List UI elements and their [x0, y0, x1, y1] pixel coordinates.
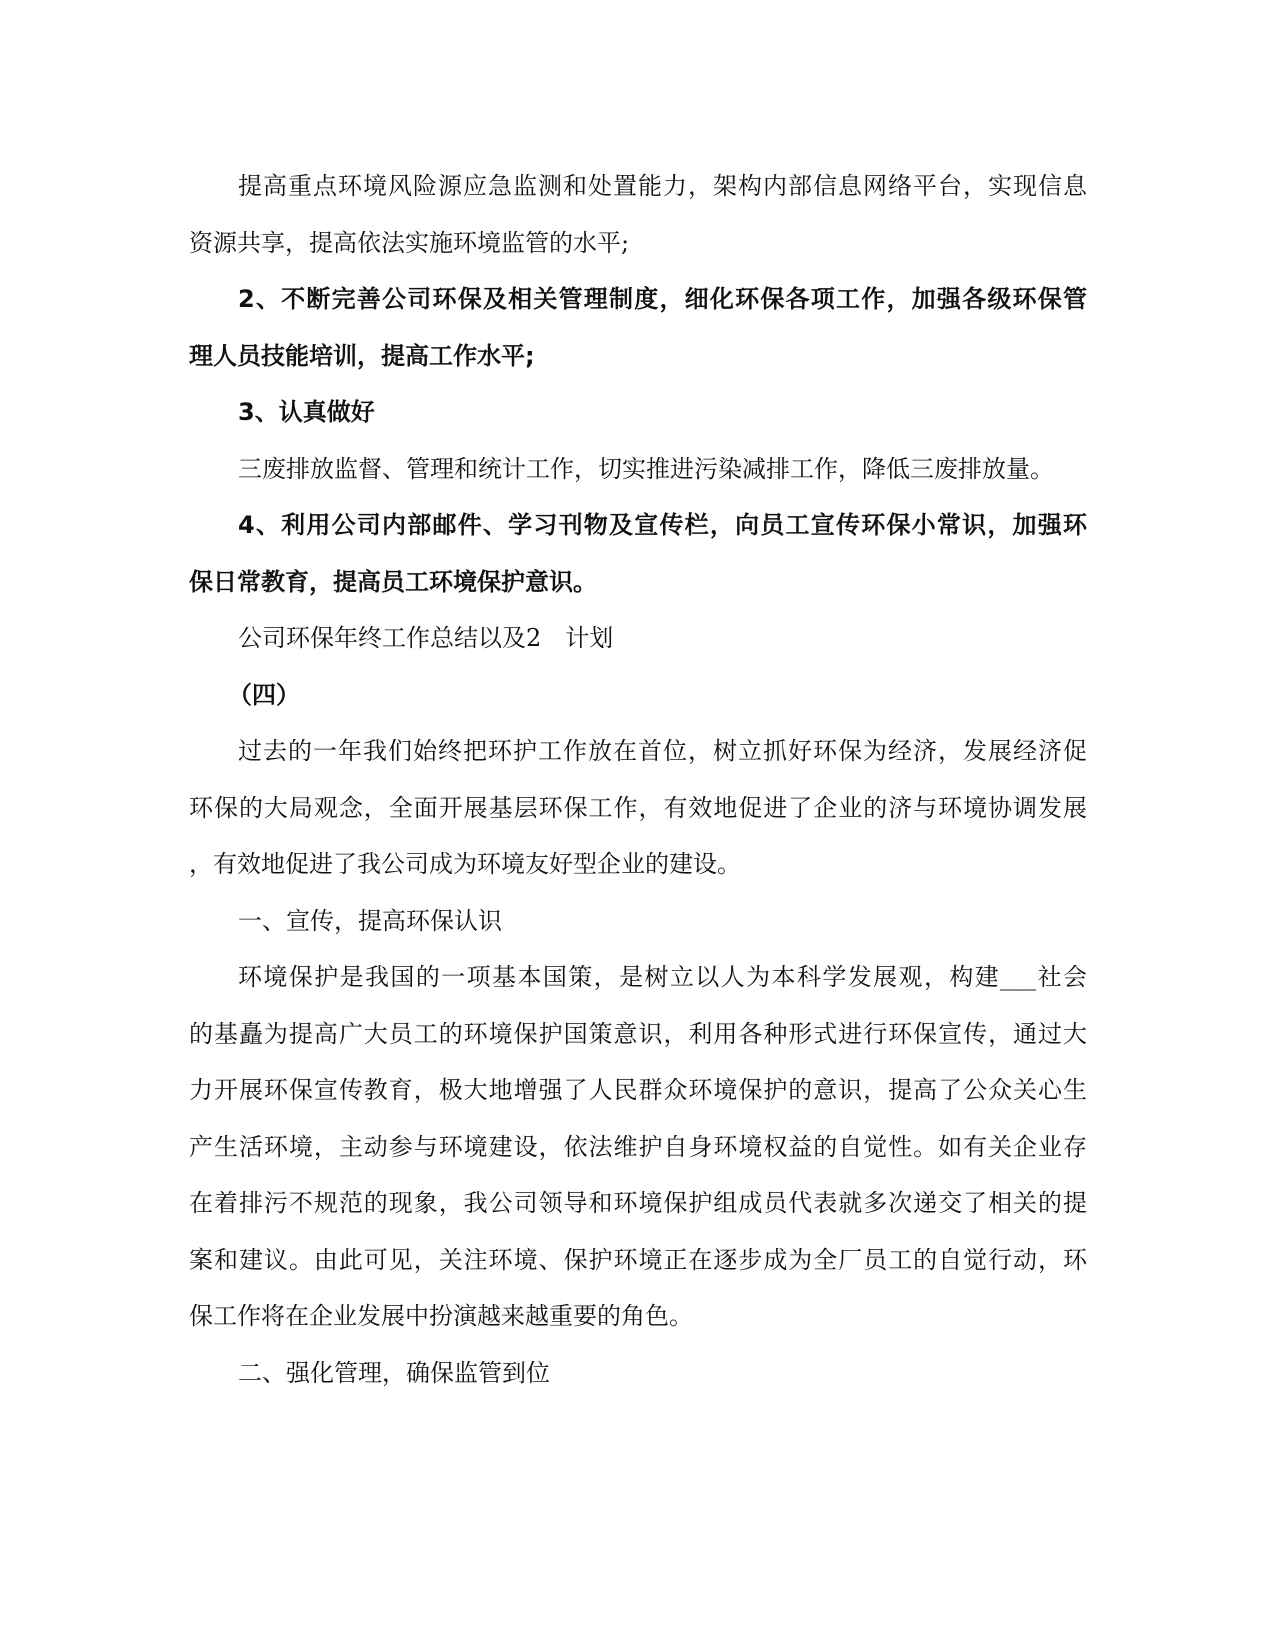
body-line: 案和建议。由此可见，关注环境、保护环境正在逐步成为全厂员工的自觉行动，环	[189, 1246, 1087, 1274]
section-heading-1: 一、宣传，提高环保认识	[238, 907, 502, 935]
section-number: （四）	[228, 681, 300, 709]
list-item-3-body: 三废排放监督、管理和统计工作，切实推进污染减排工作，降低三废排放量。	[238, 455, 1054, 483]
body-line: 在着排污不规范的现象，我公司领导和环境保护组成员代表就多次递交了相关的提	[189, 1189, 1087, 1217]
body-line: 环境保护是我国的一项基本国策，是树立以人为本科学发展观，构建___社会	[238, 963, 1087, 991]
list-item-3-heading: 3、认真做好	[238, 398, 375, 426]
section-heading-2: 二、强化管理，确保监管到位	[238, 1359, 550, 1387]
list-item-4-line: 保日常教育，提高员工环境保护意识。	[189, 568, 597, 596]
list-item-2-line: 理人员技能培训，提高工作水平;	[189, 342, 535, 370]
intro-line: ，有效地促进了我公司成为环境友好型企业的建设。	[189, 850, 741, 878]
body-line: 保工作将在企业发展中扮演越来越重要的角色。	[189, 1302, 693, 1330]
paragraph-line: 资源共享，提高依法实施环境监管的水平;	[189, 229, 630, 257]
paragraph-line: 提高重点环境风险源应急监测和处置能力，架构内部信息网络平台，实现信息	[238, 172, 1087, 200]
body-line: 力开展环保宣传教育，极大地增强了人民群众环境保护的意识，提高了公众关心生	[189, 1076, 1087, 1104]
body-line: 产生活环境，主动参与环境建设，依法维护自身环境权益的自觉性。如有关企业存	[189, 1133, 1087, 1161]
body-line: 的基矗为提高广大员工的环境保护国策意识，利用各种形式进行环保宣传，通过大	[189, 1020, 1087, 1048]
list-item-2-line: 2、不断完善公司环保及相关管理制度，细化环保各项工作，加强各级环保管	[238, 285, 1087, 313]
intro-line: 过去的一年我们始终把环护工作放在首位，树立抓好环保为经济，发展经济促	[238, 737, 1087, 765]
list-item-4-line: 4、利用公司内部邮件、学习刊物及宣传栏，向员工宣传环保小常识，加强环	[238, 511, 1087, 539]
intro-line: 环保的大局观念，全面开展基层环保工作，有效地促进了企业的济与环境协调发展	[189, 794, 1087, 822]
section-title: 公司环保年终工作总结以及2 计划	[238, 624, 614, 652]
